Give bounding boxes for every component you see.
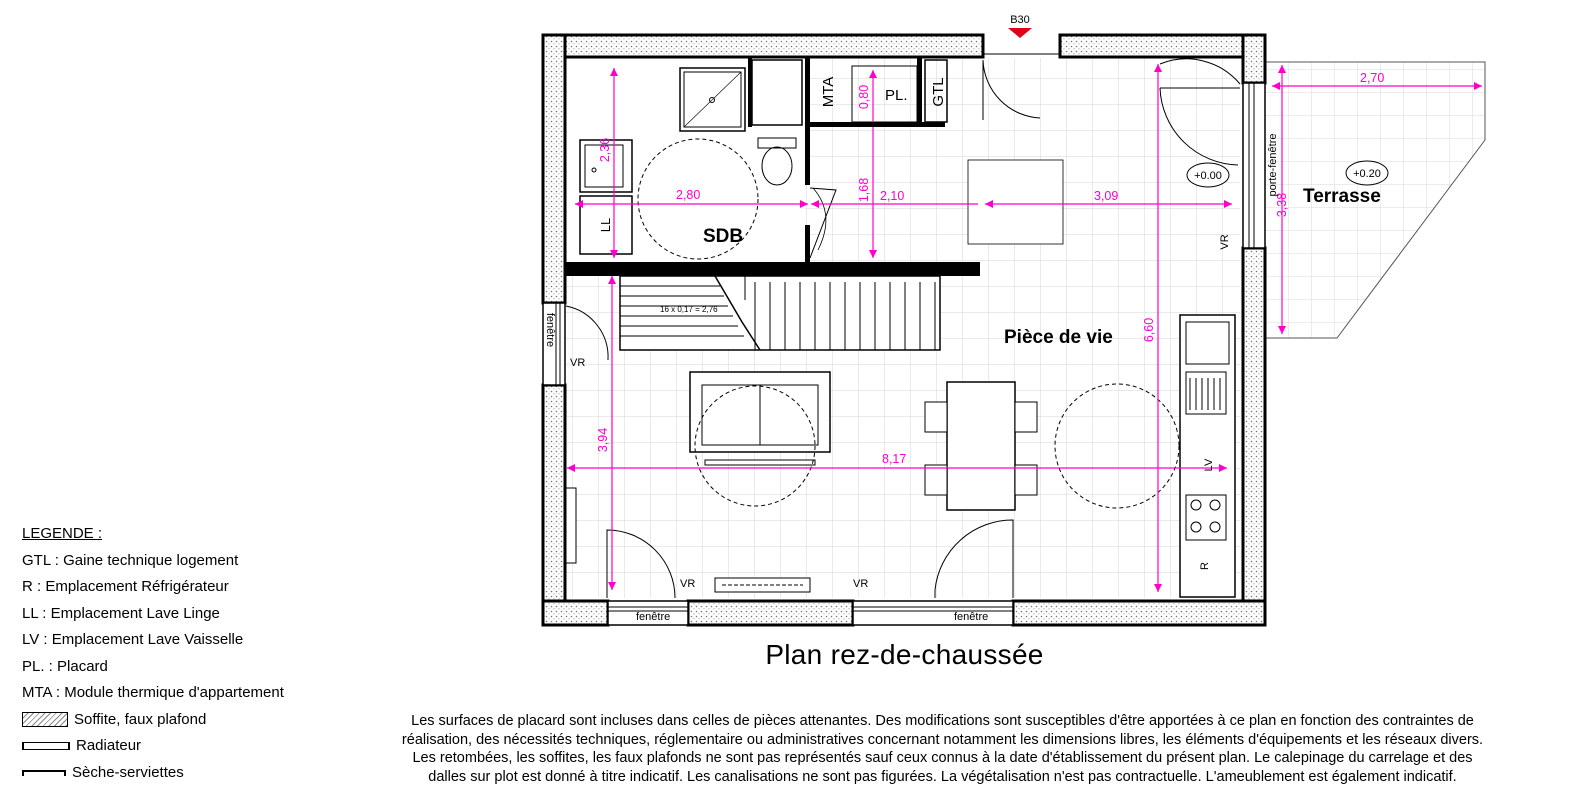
legend-item: LV : Emplacement Lave Vaisselle xyxy=(22,631,244,648)
label-porte-fenetre: porte-fenêtre xyxy=(1267,133,1279,197)
label-ll: LL xyxy=(598,217,613,233)
label-vr-left: VR xyxy=(570,357,586,369)
legend-symbol-row xyxy=(22,733,284,760)
legend-symbol-label: Radiateur xyxy=(76,737,142,754)
radiator-left xyxy=(566,488,576,563)
level-marker-terrace xyxy=(1346,161,1388,185)
radiator-icon xyxy=(22,742,70,750)
label-gtl: GTL xyxy=(930,77,947,107)
disclaimer-line: réalisation, des nécessités techniques, réglementaire ou administratives concernant notamment les dimensions libres, les éléments d'équipements et les réseaux divers. xyxy=(401,731,1484,748)
legend-item: GTL : Gaine technique logement xyxy=(22,551,239,569)
plan-title: Plan rez-de-chaussée xyxy=(765,639,1044,670)
stairs-label: 16 x 0,17 = 2,76 xyxy=(660,305,718,314)
label-mta: MTA xyxy=(820,76,837,108)
door-tag: B30 xyxy=(1010,14,1030,26)
dim-2-10: 2,10 xyxy=(880,189,905,203)
label-vr-bottom-right: VR xyxy=(853,578,869,590)
disclaimer-line: Les surfaces de placard sont incluses dans celles de pièces attenantes. Des modifications sont susceptibles d'être apportées à ce plan en fonction des contraintes de xyxy=(411,713,1474,729)
dim-8-17: 8,17 xyxy=(882,452,907,466)
dim-1-68: 1,68 xyxy=(857,177,871,203)
towel-dryer-icon xyxy=(22,770,66,776)
legend-symbol-row xyxy=(22,760,284,787)
disclaimer-line: dalles sur plot est donné à titre indicatif. Les canalisations ne sont pas figurées. La végétalisation n'est pas contractuelle. L'ameublement est également indicatif. xyxy=(428,768,1457,785)
legend-symbol-label: Soffite, faux plafond xyxy=(74,710,207,728)
dim-0-80: 0,80 xyxy=(857,84,871,110)
svg-text:+0.00: +0.00 xyxy=(1194,170,1222,182)
legend-symbol-row xyxy=(22,707,284,734)
label-fenetre-bottom-right: fenêtre xyxy=(954,611,989,623)
legend-item: MTA : Module thermique d'appartement xyxy=(22,684,284,701)
dim-2-36: 2,36 xyxy=(598,137,612,163)
dim-2-80: 2,80 xyxy=(676,188,701,202)
svg-text:+0.20: +0.20 xyxy=(1353,168,1381,180)
disclaimer-note xyxy=(326,712,1559,786)
disclaimer-line: Les retombées, les soffites, les faux plafonds ne sont pas représentés sauf ceux connus à la date d'établissement du présent plan. Le calepinage du carrelage et des xyxy=(412,750,1473,766)
room-label-piece-de-vie: Pièce de vie xyxy=(1004,327,1113,348)
soffite-hatch-icon xyxy=(22,712,68,727)
label-r: R xyxy=(1199,562,1211,570)
label-fenetre-left: fenêtre xyxy=(544,312,556,348)
label-pl: PL. xyxy=(885,87,908,104)
kitchen-counter xyxy=(1180,315,1235,597)
label-lv: LV xyxy=(1203,458,1215,472)
porte-fenetre xyxy=(1243,83,1265,248)
room-label-terrasse: Terrasse xyxy=(1303,186,1381,207)
window-bottom-right xyxy=(853,601,1013,625)
room-label-sdb: SDB xyxy=(703,226,744,247)
label-vr-bottom-left: VR xyxy=(680,578,696,590)
legend-item: LL : Emplacement Lave Linge xyxy=(22,604,220,622)
legend-symbol-label: Sèche-serviettes xyxy=(72,763,184,781)
entrance-arrow-icon xyxy=(1008,28,1032,38)
label-vr-porte-fenetre: VR xyxy=(1219,234,1231,250)
level-marker-interior xyxy=(1187,163,1229,187)
legend-item: R : Emplacement Réfrigérateur xyxy=(22,578,229,595)
dim-6-60: 6,60 xyxy=(1142,317,1156,343)
dim-2-70: 2,70 xyxy=(1360,71,1385,85)
dim-3-38: 3,38 xyxy=(1275,192,1289,218)
legend-title: LEGENDE : xyxy=(22,525,103,542)
legend-item: PL. : Placard xyxy=(22,657,108,675)
dim-3-09: 3,09 xyxy=(1094,189,1119,203)
dim-3-94: 3,94 xyxy=(596,427,610,453)
label-fenetre-bottom-left: fenêtre xyxy=(636,611,671,623)
